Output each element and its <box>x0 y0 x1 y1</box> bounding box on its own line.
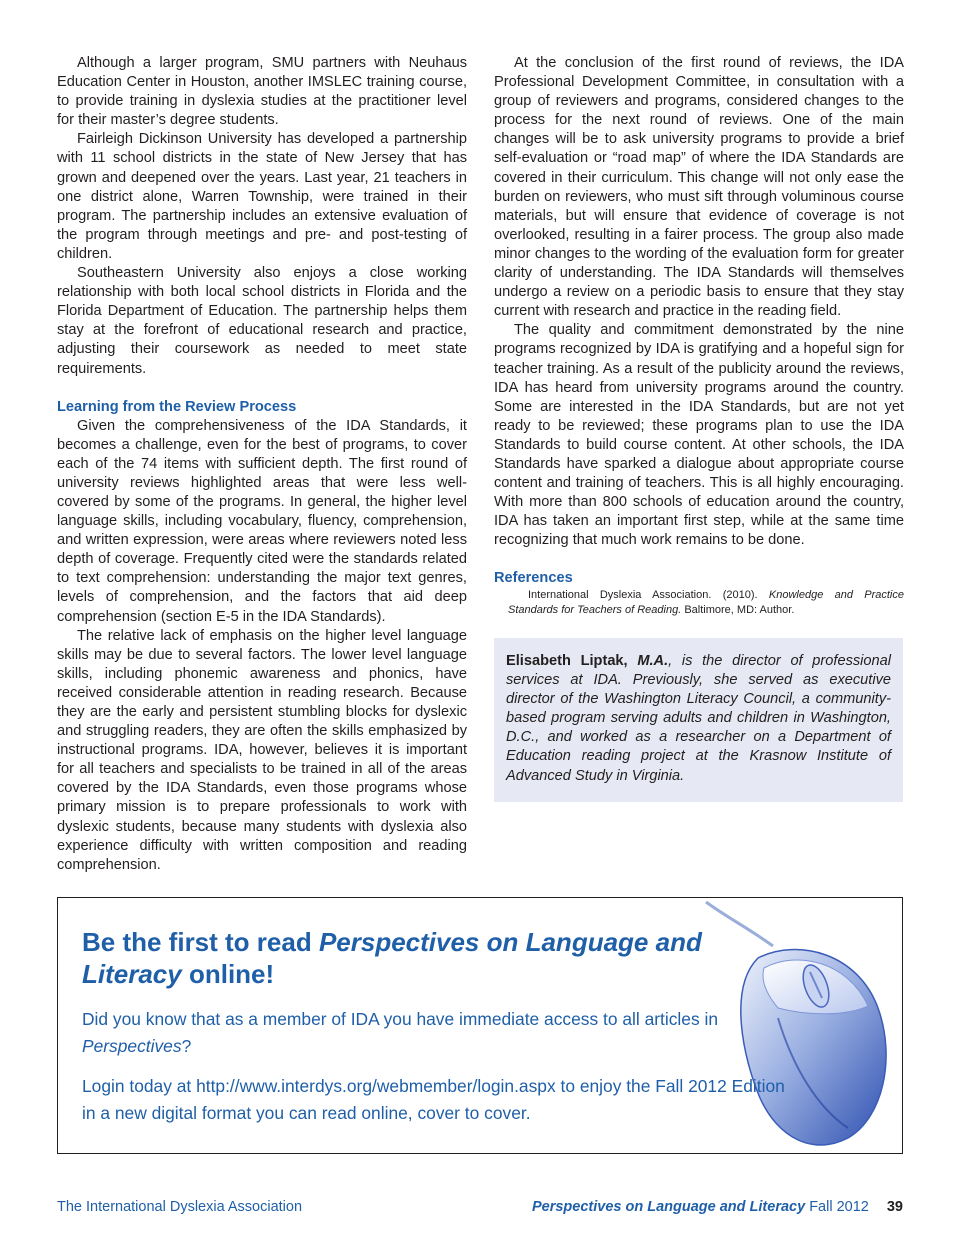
ad-line-member-access <box>82 1006 802 1060</box>
ad-line1-end: ? <box>181 1036 192 1056</box>
paragraph-quality-commitment: The quality and commitment demonstrated by the nine programs recognized by IDA is gratifying and a hopeful sign for teacher training. As a result of the publicity around the reviews, IDA has heard from university programs around the country. Some are interested in the IDA Standards, but are not yet ready to be reviewed; these programs plan to use the IDA Standards to build course content. At other schools, the IDA Standards have sparked a dialogue about appropriate course content and training of teachers. This is all highly encouraging. With more than 800 schools of education around the country, IDA has taken an important first step, while at the same time recognizing that much work remains to be done. <box>494 322 904 549</box>
online-access-ad <box>57 897 903 1154</box>
footer-publication <box>532 1199 903 1215</box>
paragraph-conclusion: At the conclusion of the first round of reviews, the IDA Professional Development Committee, in consultation with a group of reviewers and programs, considered changes to the process for the next round of reviews. One of the main changes will be to ask university programs to provide a brief self-evaluation or “road map” of where the IDA Standards are covered in their curriculum. This change will not only ease the burden on reviewers, who must sift through voluminous course materials, but will ensure that evidence of coverage is not overlooked, resulting in a fairer process. The group also made minor changes to the wording of the evaluation form for greater clarity of understanding. The IDA Standards will themselves undergo a review on a periodic basis to ensure that they stay current with research and practice in the reading field. <box>494 55 904 320</box>
ad-title-part2: online! <box>181 959 275 989</box>
ad-line-login[interactable]: Login today at http://www.interdys.org/webmember/login.aspx to enjoy the Fall 2012 Edition in a new digital format you can read online, cover to cover. <box>82 1076 785 1123</box>
reference-authors: International Dyslexia Association. (2010). <box>528 589 758 602</box>
page-footer <box>57 1199 903 1219</box>
footer-issue: Fall 2012 <box>809 1199 869 1215</box>
ad-body <box>82 1006 802 1140</box>
footer-journal: Perspectives on Language and Literacy <box>531 1199 806 1215</box>
footer-organization: The International Dyslexia Association <box>57 1199 303 1215</box>
reference-publisher: Baltimore, MD: Author. <box>684 603 795 616</box>
reference-title: Knowledge and Practice Standards for Teachers of Reading. <box>508 589 904 616</box>
right-column <box>494 54 904 617</box>
paragraph-fairleigh-dickinson: Fairleigh Dickinson University has developed a partnership with 11 school districts in the state of New Jersey that has grown and deepened over the years. Last year, 21 teachers in one district alone, Warren Township, were trained in their program. The partnership includes an extensive evaluation of the program through meetings and pre- and post-testing of children. <box>57 131 467 262</box>
ad-title <box>82 926 702 990</box>
paragraph-southeastern: Southeastern University also enjoys a close working relationship with both local school districts in Florida and the Florida Department of Education. The partnership helps them stay at the forefront of educational research and practice, adjusting their coursework as needed to meet state requirements. <box>57 265 467 377</box>
paragraph-comprehensiveness: Given the comprehensiveness of the IDA Standards, it becomes a challenge, even for the best of programs, to cover each of the 74 items with sufficient depth. The first round of university reviews highlighted areas that were less well-covered by some of the programs. In general, the higher level language skills, including vocabulary, fluency, comprehension, and written expression, were areas where reviewers noted less depth of coverage. Frequently cited were the standards related to text comprehension: understanding the major text genres, levels of comprehension, and the factors that aid deep comprehension (section E-5 in the IDA Standards). <box>57 417 467 625</box>
paragraph-lack-of-emphasis: The relative lack of emphasis on the higher level language skills may be due to several factors. The lower level language skills, including phonemic awareness and phonics, have received considerable attention in reading research. Because they are the early and persistent stumbling blocks for dyslexic and struggling readers, they are often the skills emphasized by instructional programs. IDA, however, believes it is important for all teachers and specialists to be trained in all of the areas covered by the IDA Standards, even those programs whose primary mission is to prepare professionals to work with dyslexic students, because many students with dyslexia also experience difficulty with written composition and reading comprehension. <box>57 627 467 873</box>
author-name: Elisabeth Liptak, <box>506 653 628 669</box>
left-column <box>57 54 467 875</box>
page-number: 39 <box>886 1199 903 1215</box>
paragraph-smu: Although a larger program, SMU partners with Neuhaus Education Center in Houston, another IMSLEC training course, to provide training in dyslexia studies at the practitioner level for their master’s degree students. <box>57 55 467 129</box>
author-credential: M.A. <box>637 653 669 669</box>
references-heading: References <box>494 570 573 587</box>
ad-title-part1: Be the first to read <box>82 927 319 957</box>
author-bio-box <box>494 638 903 802</box>
ad-line1-text: Did you know that as a member of IDA you have immediate access to all articles in <box>82 1009 719 1029</box>
reference-entry <box>494 588 904 617</box>
ad-title-journal: Perspectives on Language and Literacy <box>82 927 702 989</box>
ad-line1-journal: Perspectives <box>82 1036 182 1056</box>
section-heading-review-process: Learning from the Review Process <box>57 398 297 415</box>
author-bio-text: , is the director of professional services at IDA. Previously, she served as executive director of the Washington Literacy Council, a community-based program serving adults and children in Washington, D.C., and worked as a researcher on a Department of Education reading project at the Krasnow Institute of Advanced Study in Virginia. <box>506 653 891 784</box>
